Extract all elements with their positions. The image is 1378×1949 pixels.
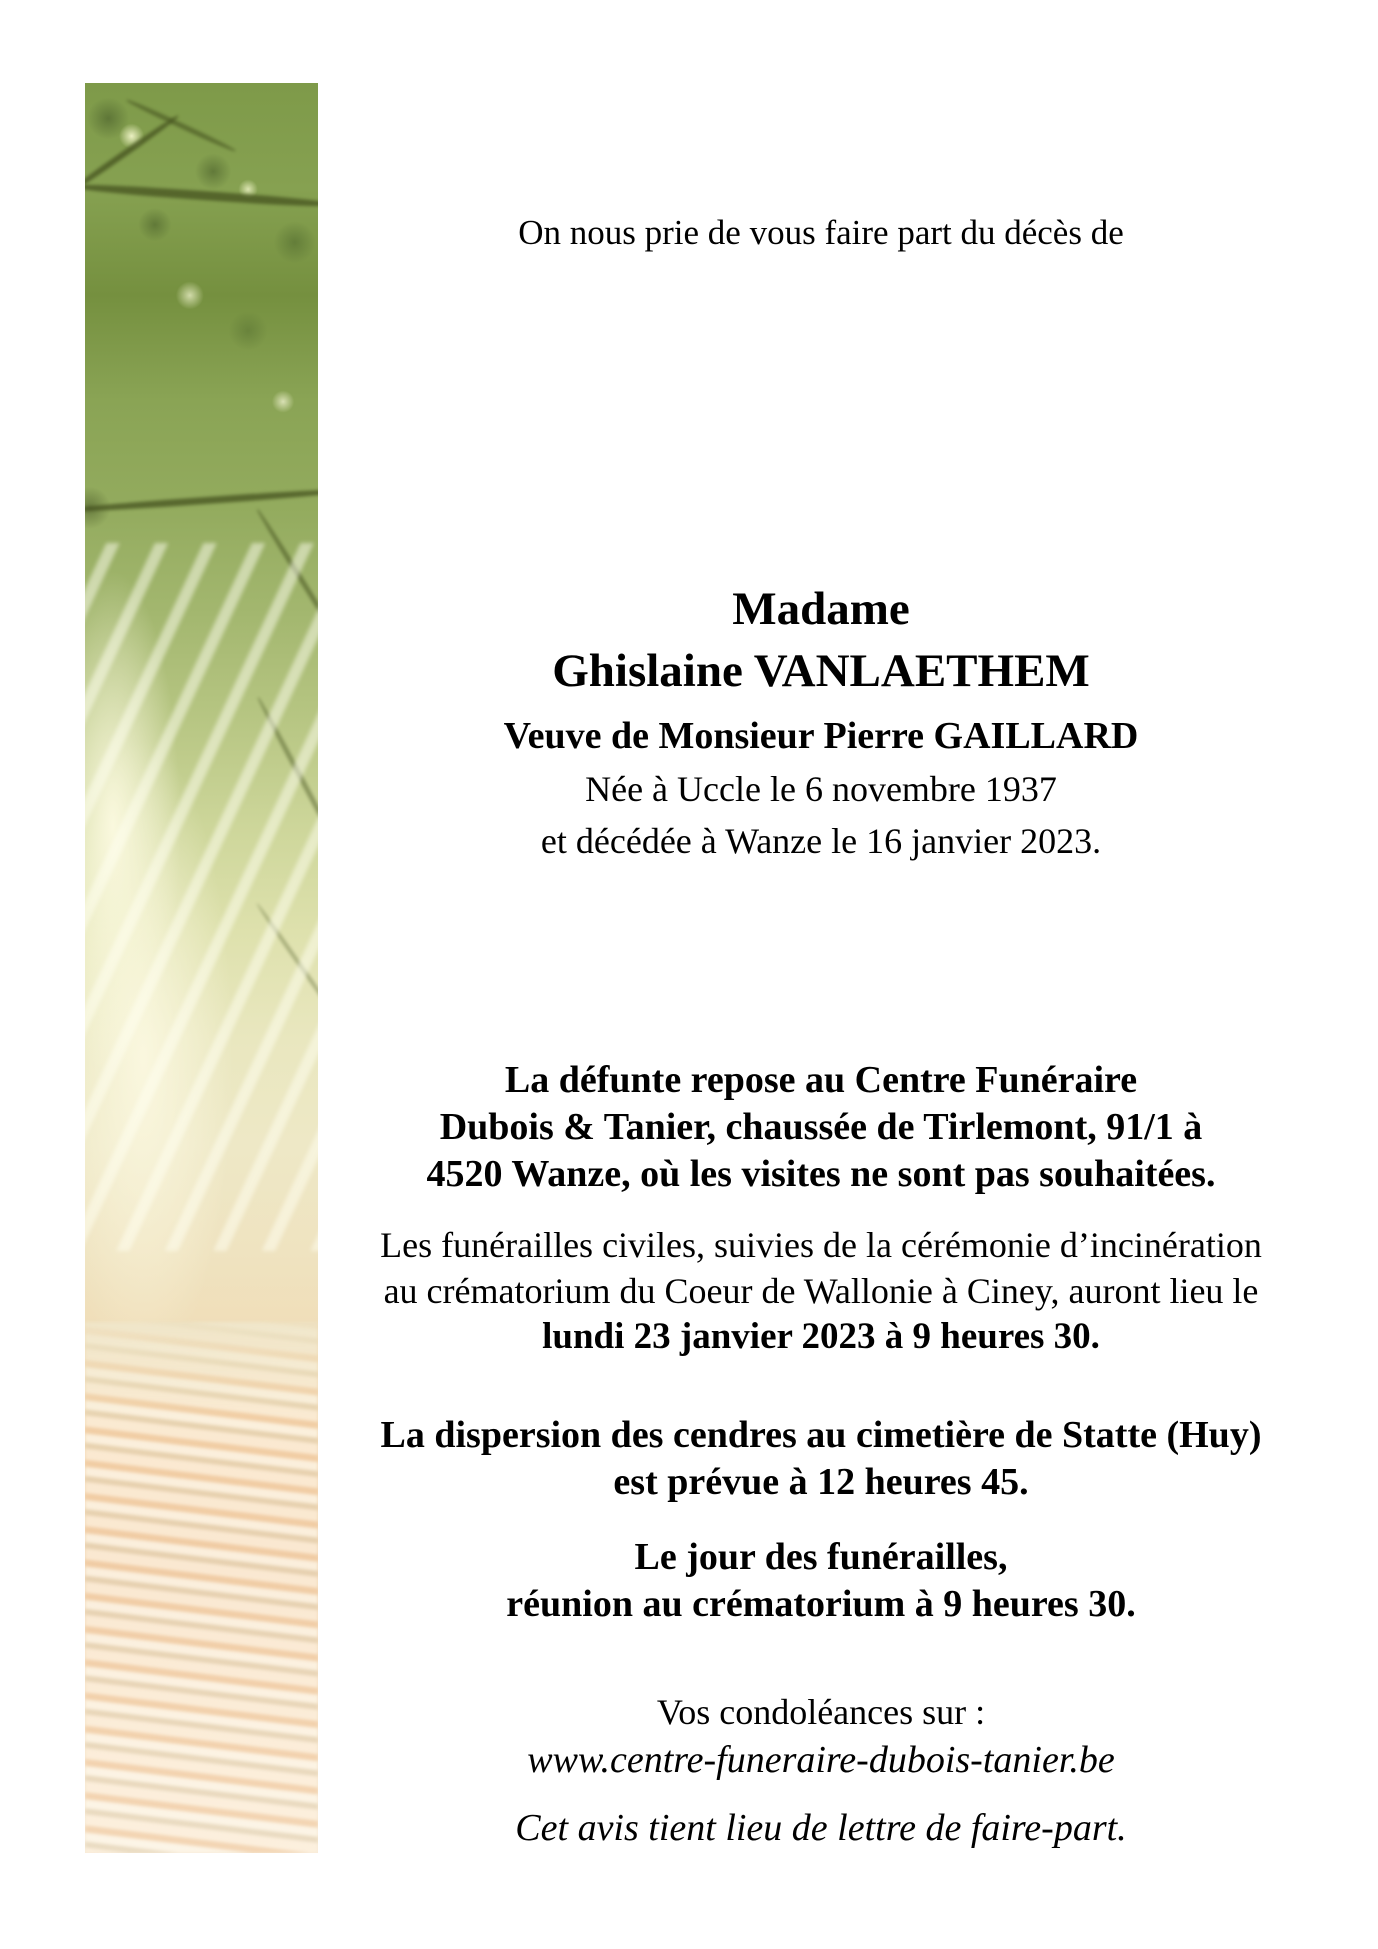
deceased-name: Ghislaine VANLAETHEM — [552, 645, 1090, 697]
death-line: et décédée à Wanze le 16 janvier 2023. — [540, 821, 1102, 861]
dispersion-line-1: La dispersion des cendres au cimetière de Statte (Huy) — [380, 1414, 1262, 1456]
repose-paragraph — [320, 1057, 1322, 1198]
funeral-line-1: Les funérailles civiles, suivies de la cérémonie d’incinération — [380, 1225, 1262, 1265]
reunion-line-1: Le jour des funérailles, — [634, 1536, 1008, 1578]
sunlit-path — [85, 1322, 318, 1853]
tree-branch — [85, 487, 318, 514]
birth-line: Née à Uccle le 6 novembre 1937 — [585, 769, 1057, 809]
intro-line: On nous prie de vous faire part du décès de — [518, 213, 1124, 252]
repose-line-2: Dubois & Tanier, chaussée de Tirlemont, 91/1 à — [439, 1106, 1203, 1148]
tree-branch — [126, 98, 237, 153]
relation-line: Veuve de Monsieur Pierre GAILLARD — [503, 715, 1139, 757]
dispersion-line-2: est prévue à 12 heures 45. — [613, 1461, 1029, 1503]
civility-title: Madame — [732, 583, 910, 635]
funeral-line-2: au crématorium du Coeur de Wallonie à Ciney, auront lieu le — [383, 1271, 1259, 1311]
tree-branch — [85, 182, 318, 209]
notice-line: Cet avis tient lieu de lettre de faire-part. — [515, 1807, 1127, 1849]
condolences-label: Vos condoléances sur : — [656, 1692, 986, 1732]
funeral-paragraph — [320, 1222, 1322, 1360]
forest-path-photo — [85, 83, 318, 1853]
repose-line-1: La défunte repose au Centre Funéraire — [504, 1059, 1138, 1101]
dispersion-paragraph — [320, 1412, 1322, 1506]
condolences-website: www.centre-funeraire-dubois-tanier.be — [527, 1739, 1115, 1781]
funeral-date-line: lundi 23 janvier 2023 à 9 heures 30. — [542, 1316, 1100, 1357]
reunion-line-2: réunion au crématorium à 9 heures 30. — [506, 1583, 1136, 1625]
repose-line-3: 4520 Wanze, où les visites ne sont pas souhaitées. — [426, 1153, 1216, 1195]
sun-rays — [85, 543, 318, 1251]
reunion-paragraph — [320, 1534, 1322, 1628]
